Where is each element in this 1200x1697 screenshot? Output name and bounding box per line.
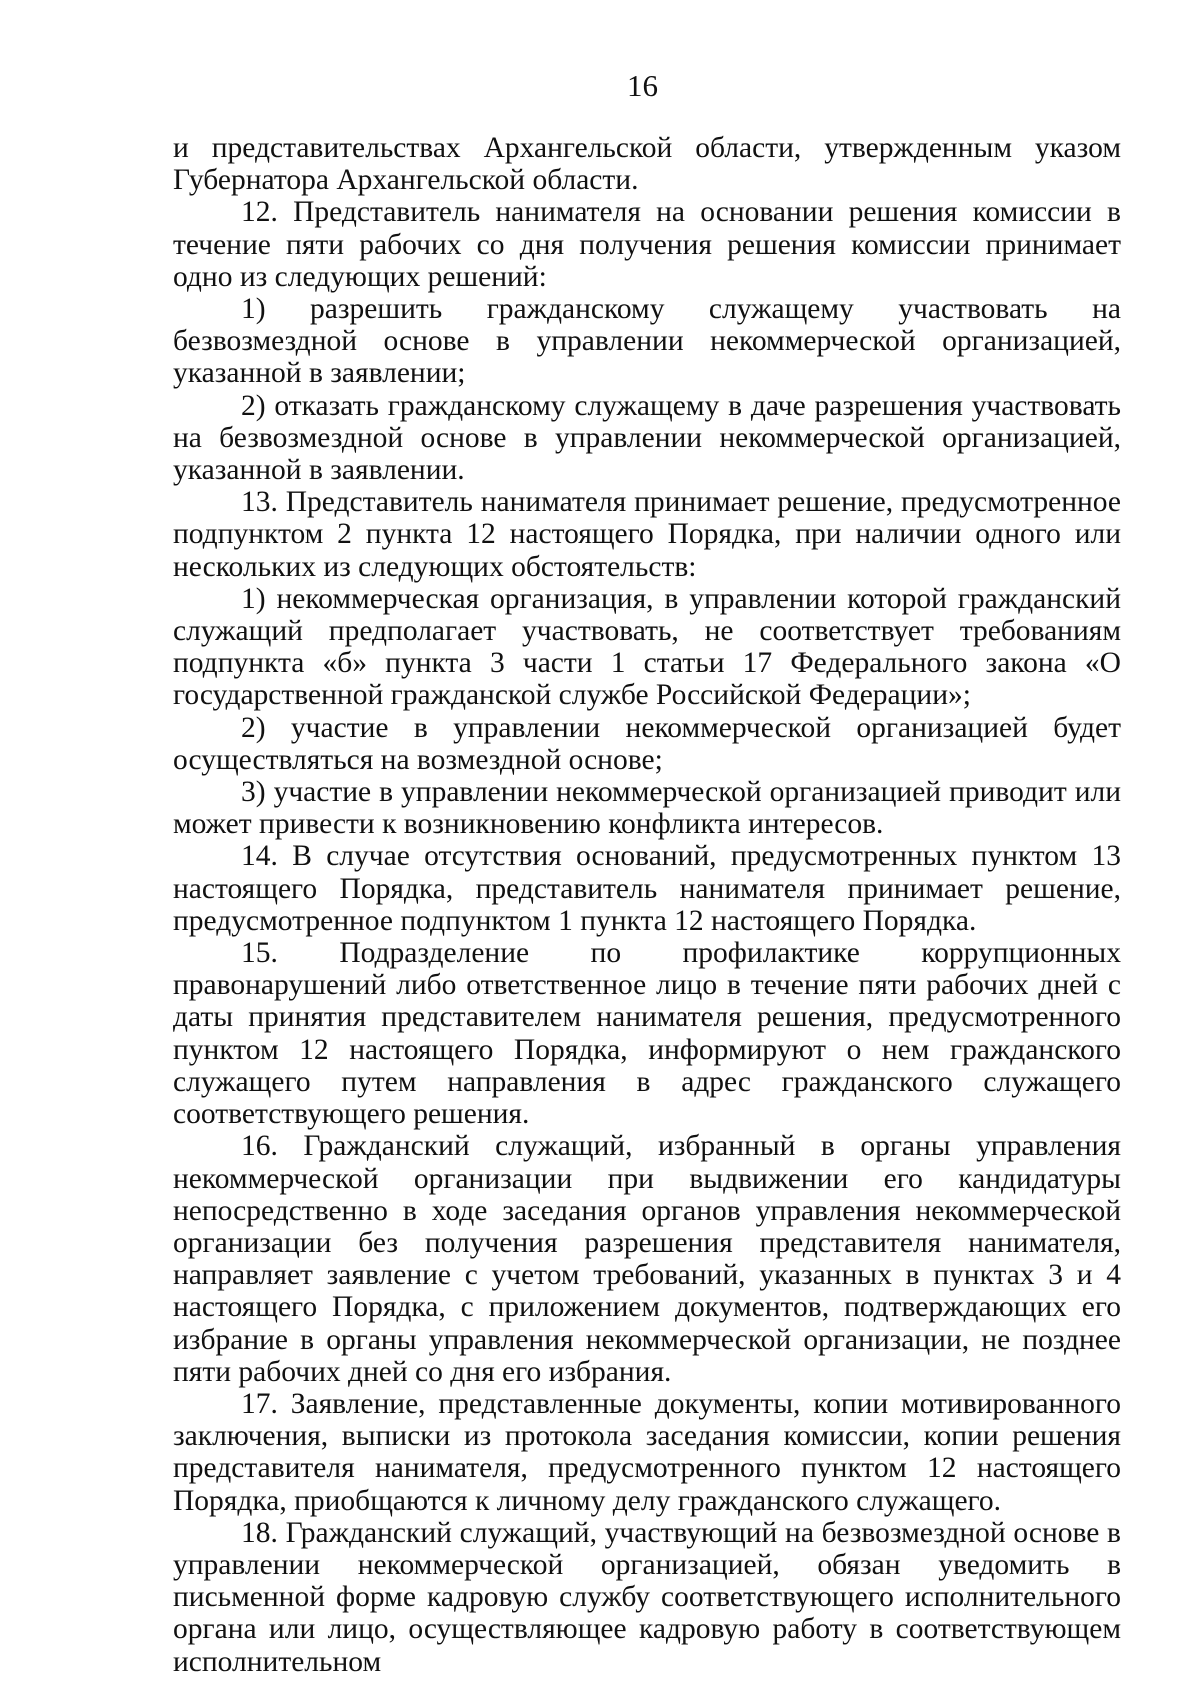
- paragraph-item-13-sub-3: 3) участие в управлении некоммерческой организацией приводит или может привести к возникновению конфликта интересов.: [173, 776, 1121, 841]
- paragraph-item-12: 12. Представитель нанимателя на основании решения комиссии в течение пяти рабочих со дня получения решения комиссии принимает одно из следующих решений:: [173, 196, 1121, 293]
- document-body: [173, 132, 1121, 1678]
- paragraph-item-13-sub-1: 1) некоммерческая организация, в управлении которой гражданский служащий предполагает участвовать, не соответствует требованиям подпункта «б» пункта 3 части 1 статьи 17 Федерального закона «О государственной гражданской службе Российской Федерации»;: [173, 582, 1121, 712]
- page-number: 16: [627, 68, 658, 103]
- paragraph-item-13-sub-2: 2) участие в управлении некоммерческой организацией будет осуществляться на возмездной основе;: [173, 711, 1121, 776]
- paragraph-item-12-sub-2: 2) отказать гражданскому служащему в даче разрешения участвовать на безвозмездной основе в управлении некоммерческой организацией, указанной в заявлении.: [173, 389, 1121, 487]
- paragraph-item-13: 13. Представитель нанимателя принимает решение, предусмотренное подпунктом 2 пункта 12 настоящего Порядка, при наличии одного или нескольких из следующих обстоятельств:: [173, 486, 1121, 583]
- paragraph-item-12-sub-1: 1) разрешить гражданскому служащему участвовать на безвозмездной основе в управлении некоммерческой организацией, указанной в заявлении;: [173, 293, 1121, 390]
- paragraph-item-17: 17. Заявление, представленные документы, копии мотивированного заключения, выписки из протокола заседания комиссии, копии решения представителя нанимателя, предусмотренного пунктом 12 настоящего Порядка, приобщаются к личному делу гражданского служащего.: [173, 1387, 1121, 1517]
- paragraph-item-16: 16. Гражданский служащий, избранный в органы управления некоммерческой организации при выдвижении его кандидатуры непосредственно в ходе заседания органов управления некоммерческой организации без получения разрешения представителя нанимателя, направляет заявление с учетом требований, указанных в пунктах 3 и 4 настоящего Порядка, с приложением документов, подтверждающих его избрание в органы управления некоммерческой организации, не позднее пяти рабочих дней со дня его избрания.: [173, 1130, 1121, 1388]
- paragraph-item-18: 18. Гражданский служащий, участвующий на безвозмездной основе в управлении некоммерческой организацией, обязан уведомить в письменной форме кадровую службу соответствующего исполнительного органа или лицо, осуществляющее кадровую работу в соответствующем исполнительном: [173, 1516, 1121, 1678]
- paragraph-item-14: 14. В случае отсутствия оснований, предусмотренных пунктом 13 настоящего Порядка, представитель нанимателя принимает решение, предусмотренное подпунктом 1 пункта 12 настоящего Порядка.: [173, 840, 1121, 937]
- paragraph-item-15: 15. Подразделение по профилактике коррупционных правонарушений либо ответственное лицо в течение пяти рабочих дней с даты принятия представителем нанимателя решения, предусмотренного пунктом 12 настоящего Порядка, информируют о нем гражданского служащего путем направления в адрес гражданского служащего соответствующего решения.: [173, 937, 1121, 1131]
- paragraph-continuation: и представительствах Архангельской области, утвержденным указом Губернатора Архангельской области.: [173, 132, 1121, 197]
